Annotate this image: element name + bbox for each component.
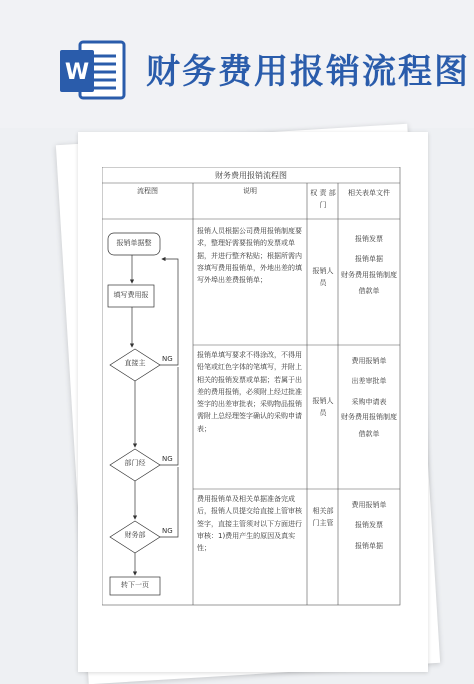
- header-desc: 说明: [243, 187, 257, 195]
- row3-desc: 费用报销单及相关单据准备完成后，报销人员提交给直接上管审核签字，直接主管须对以下方面进行审核：1)费用产生的原因及真实性；: [197, 495, 302, 552]
- row2-docs: [340, 351, 398, 444]
- row1-desc: 报销人员根据公司费用报销制度要求，整理好需要报销的发票或单据，并进行整齐粘贴；根据所需内容填写费用报销单，外地出差的填写外埠出差费报销单；: [197, 227, 302, 284]
- doc-item: 报销发票: [355, 521, 383, 530]
- flow-next-label: 转下一页: [121, 581, 149, 589]
- ng-label-3: NG: [162, 527, 173, 535]
- banner: [0, 0, 474, 128]
- table-title: 财务费用报销流程图: [215, 171, 287, 180]
- doc-item: 采购申请表: [351, 397, 387, 406]
- flow-start-label: 报销单据整: [116, 239, 152, 247]
- doc-item: 出差审批单: [351, 377, 387, 386]
- doc-item: 报销单据: [355, 541, 383, 550]
- svg-text:W: W: [64, 60, 90, 85]
- doc-item: 报销单据: [355, 255, 383, 264]
- ng-label-2: NG: [162, 455, 173, 463]
- row3-dept: 相关部门主管: [312, 507, 334, 528]
- row1-dept: 报销人员: [312, 267, 334, 288]
- flow-check2-label: 部门经: [124, 459, 146, 467]
- ng-label-1: NG: [162, 355, 173, 363]
- header-flow: 流程图: [137, 187, 158, 195]
- row2-desc: 报销单填写要求不得涂改，不得用铅笔或红色字体的笔填写，并附上相关的报销发票或单据；若属于出差的费用报销，必须附上经过批准签字的出差审批表；采购物品报销需附上总经理签字确认的采购申请表；: [197, 351, 302, 433]
- doc-item: 借款单: [358, 429, 380, 438]
- header-dept: 权 责 部 门: [310, 189, 336, 210]
- doc-item: 费用报销单: [351, 357, 387, 365]
- row2-dept: 报销人员: [312, 397, 334, 418]
- row3-docs: [340, 495, 398, 556]
- word-doc-icon: [58, 40, 128, 102]
- doc-item: 报销发票: [355, 235, 383, 243]
- banner-title: 财务费用报销流程图: [146, 52, 470, 92]
- flow-check3-label: 财务部: [124, 531, 146, 539]
- flow-check1-label: 直接主: [124, 359, 146, 367]
- flow-table: [102, 167, 402, 607]
- doc-item: 财务费用报销制度: [341, 270, 397, 279]
- doc-item: 财务费用报销制度: [341, 412, 397, 421]
- row1-docs: [340, 229, 398, 302]
- header-docs: 相关表单文件: [348, 189, 390, 197]
- doc-item: 借款单: [358, 287, 380, 296]
- flow-fill-label: 填写费用报: [113, 291, 149, 299]
- doc-item: 费用报销单: [351, 501, 387, 509]
